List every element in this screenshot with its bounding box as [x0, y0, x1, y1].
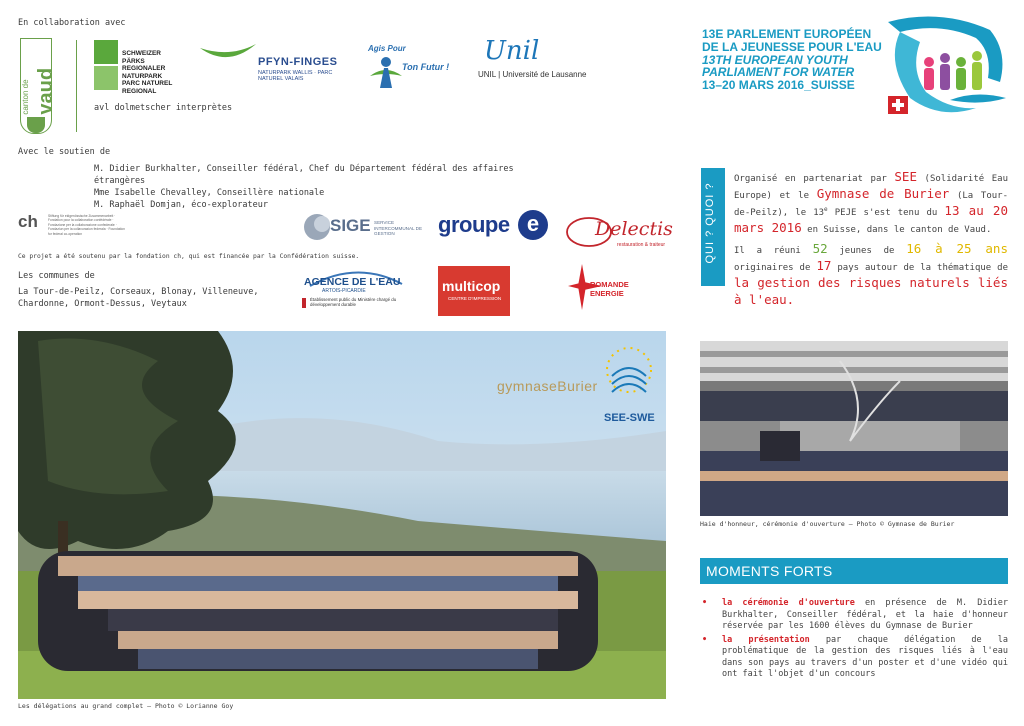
intro-paragraph-1: Organisé en partenariat par SEE (Solidarité Eau Europe) et le Gymnase de Burier (La Tour-de-Peilz), le 13e PEJE s'est tenu du 13 au 20 mars 2016 en Suisse, dans le canton de Vaud. — [734, 169, 1009, 235]
photo1-caption: Les délégations au grand complet – Photo © Lorianne Goy — [18, 702, 234, 710]
title-line5: 13–20 MARS 2016_SUISSE — [702, 78, 855, 93]
bullet-icon: • — [702, 634, 708, 645]
groupe-e-text: groupe — [438, 212, 510, 237]
support-heading: Avec le soutien de — [18, 147, 111, 157]
pfyn-finges-logo — [198, 40, 338, 84]
unil-script: Unil — [484, 36, 540, 66]
count-highlight: 52 — [812, 241, 828, 256]
sige-logo — [302, 210, 422, 244]
agence-region: ARTOIS-PICARDIE — [322, 288, 366, 294]
agence-de-l-eau-logo — [302, 266, 412, 314]
parc-binntal-text: SCHWEIZER PÄRKS REGIONALER NATURPARK PARC NATUREL REGIONAL — [122, 50, 173, 95]
sige-icon — [302, 212, 332, 242]
agence-name: AGENCE DE L'EAU — [304, 276, 401, 288]
vaud-name: vaud — [35, 67, 57, 115]
pfyn-sub: NATURPARK WALLIS · PARC NATUREL VALAIS — [258, 70, 333, 82]
delectis-name: Delectis — [595, 218, 673, 240]
peje-emblem-logo — [880, 12, 1012, 122]
see-swe-icon — [602, 340, 656, 412]
vaud-prefix: canton de — [21, 79, 30, 115]
list-item: • la cérémonie d'ouverture en présence de M. Didier Burkhalter, Conseiller fédéral, et la haie d'honneur réservée par les 1600 élèves du Gymnase de Burier — [702, 598, 1008, 631]
communes-line: Chardonne, Ormont-Dessus, Veytaux — [18, 299, 187, 309]
supporter: Mme Isabelle Chevalley, Conseillère nationale — [94, 188, 325, 198]
swoosh-icon — [198, 42, 258, 70]
gymnase-burier-logo: gymnaseBurier — [497, 378, 598, 394]
agis-pour-ton-futur-logo — [362, 40, 462, 96]
crowd — [38, 551, 598, 671]
title-line1: 13E PARLEMENT EUROPÉEN — [702, 27, 872, 41]
supporters-list — [94, 163, 564, 211]
moments-list — [700, 598, 1008, 683]
groupe-e-logo — [438, 210, 552, 244]
interpreters-logo: avl dolmetscher interprètes — [94, 103, 233, 113]
delectis-sub: restauration & traiteur — [617, 242, 666, 248]
figure-icon — [366, 54, 406, 94]
canton-vaud-logo — [20, 38, 57, 134]
foundation-note: Ce projet a été soutenu par la fondation ch, qui est financée par la Confédération suisse. — [18, 253, 360, 260]
title-line2: DE LA JEUNESSE POUR L'EAU — [702, 39, 882, 54]
multicop-sub: CENTRE D'IMPRESSION — [448, 296, 502, 301]
unil-logo — [478, 38, 608, 84]
dates-highlight: 13 au 20 mars 2016 — [734, 203, 1008, 235]
supporter: M. Didier Burkhalter, Conseiller fédéral, Chef du Département fédéral des affaires étrangères — [94, 164, 514, 186]
see-swe-text: SEE-SWE — [604, 412, 655, 424]
multicop-name: multicop — [442, 278, 501, 294]
ceremony-photo — [700, 341, 1008, 516]
see-highlight: SEE — [894, 169, 917, 184]
romande-line1: ROMANDE — [590, 280, 629, 289]
parc-binntal-logo — [94, 40, 184, 96]
theme-highlight: la gestion des risques naturels liés à l'eau. — [734, 275, 1008, 307]
intro-paragraph-2: Il a réuni 52 jeunes de 16 à 25 ans originaires de 17 pays autour de la thématique de la gestion des risques naturels liés à l'eau. — [734, 241, 1008, 307]
supporter: M. Raphaël Domjan, éco-explorateur — [94, 200, 268, 210]
agis-line2: Ton Futur ! — [402, 62, 450, 72]
divider — [76, 40, 77, 132]
age-highlight: 16 à 25 ans — [906, 241, 1008, 256]
title-line4: PARLIAMENT FOR WATER — [702, 65, 855, 80]
qui-quoi-tab — [701, 168, 725, 286]
pfyn-name: PFYN-FINGES — [258, 56, 338, 68]
photo2-caption: Haie d'honneur, cérémonie d'ouverture – Photo © Gymnase de Burier — [700, 520, 955, 528]
delectis-logo — [565, 210, 673, 254]
list-item: • la présentation par chaque délégation de la problématique de la gestion des risques liés à l'eau dans son pays au travers d'un poster et d'une vidéo qui ont fait l'objet d'un concours — [702, 634, 1009, 679]
event-title — [702, 28, 882, 92]
agis-line1: Agis Pour — [368, 44, 406, 53]
gymnase-highlight: Gymnase de Burier — [816, 186, 950, 201]
unil-subtitle: UNIL | Université de Lausanne — [478, 70, 587, 79]
vaud-shield-icon — [27, 117, 45, 133]
romande-energie-logo — [566, 262, 646, 318]
title-line3: 13TH EUROPEAN YOUTH — [702, 52, 848, 67]
intro-text — [734, 168, 1008, 312]
qui-quoi-label: QUI ? QUOI ? — [704, 182, 716, 264]
countries-highlight: 17 — [816, 258, 832, 273]
sige-sub: SERVICE INTERCOMMUNAL DE GESTION — [374, 220, 423, 237]
ch-text: Stiftung für eidgenössische Zusammenarbeit · Fondation pour la collaboration confédérale · Fondazione per la collaborazione confederale · Fundaziun per la collavuraziun federala · Foundation for federal co-operation — [48, 214, 125, 236]
communes-line: La Tour-de-Peilz, Corseaux, Blonay, Villeneuve, — [18, 287, 259, 297]
sige-name: SIGE — [330, 216, 371, 235]
ch-mark: ch — [18, 212, 38, 231]
communes-list — [18, 286, 259, 310]
collaboration-heading: En collaboration avec — [18, 18, 126, 28]
communes-heading: Les communes de — [18, 271, 95, 281]
moments-forts-header: MOMENTS FORTS — [700, 558, 1008, 584]
agence-sub: Établissement public du Ministère chargé du développement durable — [310, 297, 397, 308]
romande-line2: ENERGIE — [590, 289, 624, 298]
multicop-logo — [438, 266, 510, 316]
see-swe-logo — [602, 340, 656, 430]
groupe-e-letter: e — [518, 210, 548, 240]
bullet-icon: • — [702, 598, 708, 608]
